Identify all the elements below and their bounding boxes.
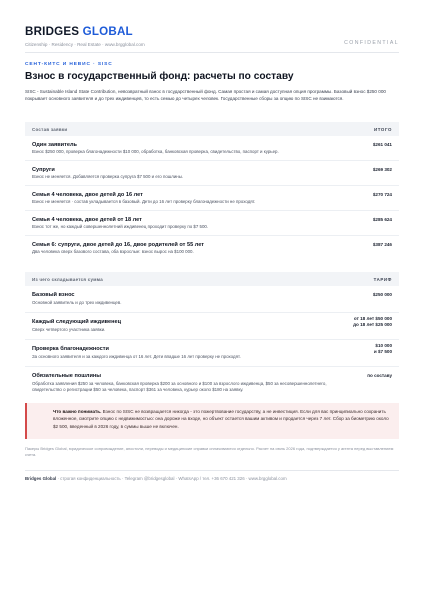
table-row bbox=[25, 313, 399, 340]
header-divider bbox=[25, 52, 399, 53]
row-description: Два человека сверх базового состава, оба взрослые: взнос вырос на $100 000. bbox=[32, 249, 194, 254]
row-value: $270 724 bbox=[372, 192, 392, 197]
brand-tagline: Citizenship · Residency · Real Estate · www.brgglobal.com bbox=[25, 42, 145, 47]
row-value: $269 302 bbox=[372, 167, 392, 172]
table-row bbox=[25, 340, 399, 367]
row-value: по составу bbox=[367, 373, 392, 378]
header-label: Состав заявки bbox=[32, 126, 68, 132]
table-row bbox=[25, 136, 399, 161]
row-title: Проверка благонадежности bbox=[32, 346, 109, 352]
page-title: Взнос в государственный фонд: расчеты по составу bbox=[25, 71, 294, 82]
row-value: $285 624 bbox=[372, 217, 392, 222]
fee-breakdown-table bbox=[25, 272, 399, 402]
brand-logo bbox=[25, 25, 399, 38]
fee-table-header bbox=[25, 272, 399, 286]
row-value-secondary: и $7 500 bbox=[373, 349, 392, 354]
row-description: Основной заявитель и до трех иждивенцев. bbox=[32, 300, 122, 305]
header-label: Из чего складывается сумма bbox=[32, 276, 103, 282]
row-value: $261 041 bbox=[372, 142, 392, 147]
row-value: от 18 лет $50 000 bbox=[353, 316, 392, 321]
row-title: Семья 4 человека, двое детей до 16 лет bbox=[32, 192, 143, 198]
notice-text: Взнос по SISC не возвращается никогда - это пожертвование государству, а не инвестиция. Если для вас принципиально сохранить вложенное, смотрите опцию с недвижимостью: она дороже на входе, но объект остается вашим активом и продается через 7 лет. Сбор за биометрию около $2 500, введенный в 2026 году, в суммы выше не включен. bbox=[53, 409, 389, 429]
footer-brand: Bridges Global bbox=[25, 476, 57, 481]
row-value-secondary: до 18 лет $25 000 bbox=[353, 322, 392, 327]
row-title: Один заявитель bbox=[32, 142, 77, 148]
footer bbox=[25, 476, 399, 481]
notice-lead: Что важно понимать. bbox=[53, 409, 102, 414]
brand-accent: GLOBAL bbox=[79, 25, 133, 38]
footnote: Пакеры Bridges Global, юридическое сопровождение, апостили, переводы и медицинские справки оплачиваются отдельно. Расчет на июль 2026 года, подтверждается у агента перед выставлением счета. bbox=[25, 446, 394, 457]
row-description: Взнос не меняется · состав укладывается в базовый. Дети до 16 лет проверку благонадежности не проходят. bbox=[32, 199, 256, 204]
header-total: ИТОГО bbox=[374, 126, 392, 132]
row-title: Базовый взнос bbox=[32, 292, 75, 298]
row-title: Семья 6: супруги, двое детей до 16, двое родителей от 55 лет bbox=[32, 242, 204, 248]
footer-divider bbox=[25, 470, 399, 471]
table-row bbox=[25, 286, 399, 313]
table-row bbox=[25, 186, 399, 211]
confidential-label: CONFIDENTIAL bbox=[344, 40, 399, 46]
row-description: Обработка заявления $250 за человека, банковская проверка $200 за основного и $100 за взрослого иждивенца, $50 за несовершеннолетнего, свидетельство о регистрации $50 за человека, паспорт $361 за человека, курьер около $180 на заявку. bbox=[32, 381, 327, 393]
row-value: $250 000 bbox=[372, 292, 392, 297]
table-row bbox=[25, 236, 399, 261]
row-description: Сверх четвертого участника заявки. bbox=[32, 327, 106, 332]
composition-table bbox=[25, 122, 399, 261]
composition-table-header bbox=[25, 122, 399, 136]
brand-main: BRIDGES bbox=[25, 25, 80, 38]
row-title: Супруги bbox=[32, 167, 55, 173]
header bbox=[25, 25, 399, 48]
section-eyebrow: СЕНТ-КИТС И НЕВИС · SISC bbox=[25, 62, 113, 67]
row-title: Каждый следующий иждивенец bbox=[32, 319, 122, 325]
row-description: Взнос $250 000, проверка благонадежности $10 000, обработка, банковская проверка, свидетельство, паспорт и курьер. bbox=[32, 149, 279, 154]
intro-paragraph: SISC - Sustainable Island State Contribution, невозвратный взнос в государственный фонд. Самая простая и самая доступная опция программы. Базовый взнос $250 000 покрывает основного заявителя и до трех иждивенцев, то есть семью до четырех человек. Государственные сборы за опцию по SISC не взимаются. bbox=[25, 89, 386, 101]
table-row bbox=[25, 211, 399, 236]
row-value: $387 246 bbox=[372, 242, 392, 247]
table-row bbox=[25, 367, 399, 402]
row-title: Обязательные пошлины bbox=[32, 373, 102, 379]
header-rate: ТАРИФ bbox=[373, 276, 392, 282]
row-description: Взнос тот же, но каждый совершеннолетний иждивенец проходит проверку по $7 500. bbox=[32, 224, 209, 229]
notice-box bbox=[25, 403, 399, 439]
row-description: Взнос не меняется. Добавляется проверка супруга $7 500 и его пошлины. bbox=[32, 174, 184, 179]
row-description: За основного заявителя и за каждого иждивенца от 16 лет. Дети впадше 16 лет проверку не проходят. bbox=[32, 354, 241, 359]
row-value: $10 000 bbox=[375, 343, 392, 348]
footer-text: · строгая конфиденциальность · Telegram @bridgesglobal · WhatsApp / тел. +36 670 421 326 · www.brgglobal.com bbox=[56, 476, 287, 481]
table-row bbox=[25, 161, 399, 186]
row-title: Семья 4 человека, двое детей от 18 лет bbox=[32, 217, 142, 223]
